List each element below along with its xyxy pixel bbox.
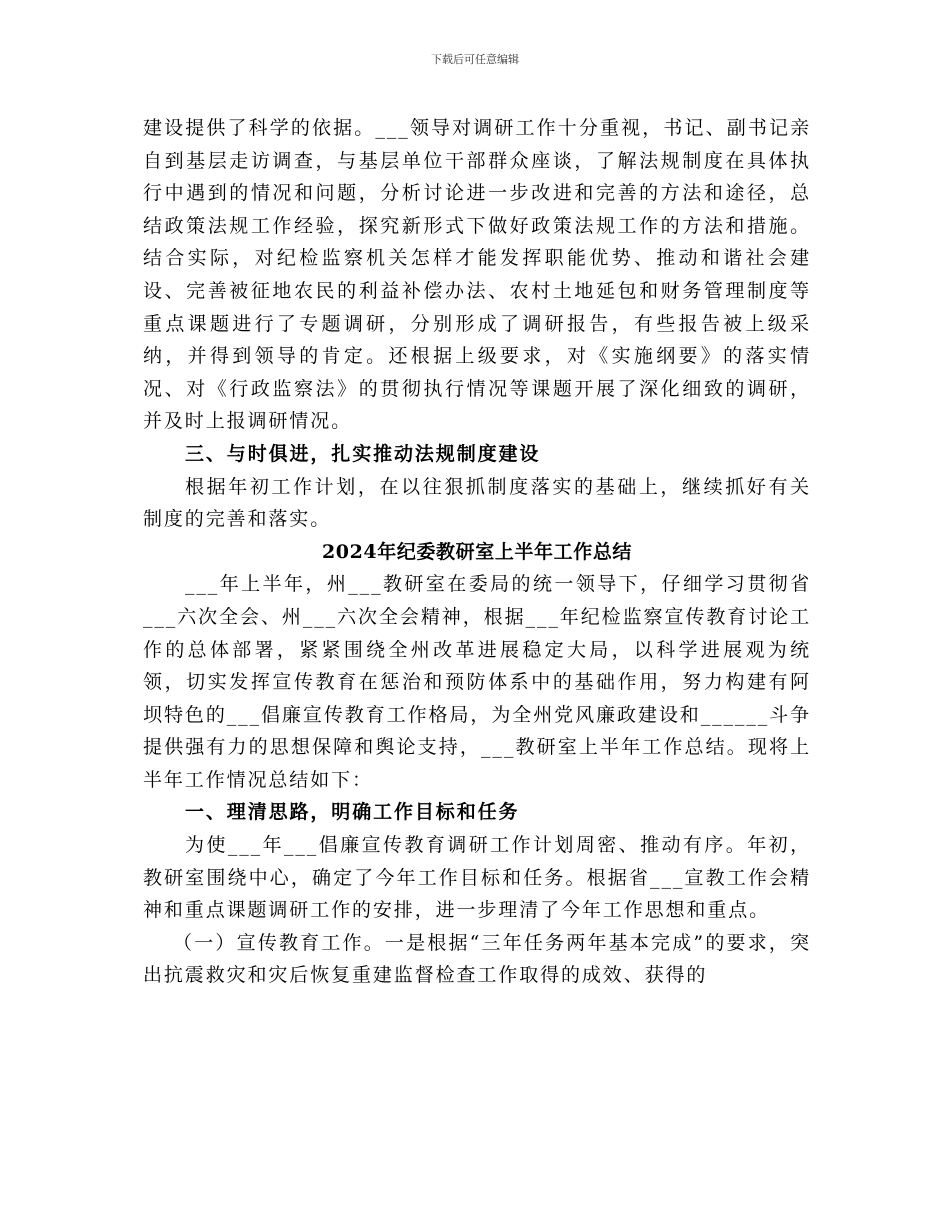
paragraph-annual-plan: 根据年初工作计划，在以往狠抓制度落实的基础上，继续抓好有关制度的完善和落实。 <box>143 475 811 531</box>
page-header-note: 下载后可任意编辑 <box>431 53 519 66</box>
paragraph-goals: 为使___年___倡廉宣传教育调研工作计划周密、推动有序。年初，教研室围绕中心，确定了今年工作目标和任务。根据省___宣教工作会精神和重点课题调研工作的安排，进一步理清了今年工作思想和重点。 <box>143 834 811 922</box>
document-body <box>143 112 811 992</box>
paragraph-research-work: 建设提供了科学的依据。___领导对调研工作十分重视，书记、副书记亲自到基层走访调查，与基层单位干部群众座谈，了解法规制度在具体执行中遇到的情况和问题，分析讨论进一步改进和完善的方法和途径，总结政策法规工作经验，探究新形式下做好政策法规工作的方法和措施。结合实际，对纪检监察机关怎样才能发挥职能优势、推动和谐社会建设、完善被征地农民的利益补偿办法、农村土地延包和财务管理制度等重点课题进行了专题调研，分别形成了调研报告，有些报告被上级采纳，并得到领导的肯定。还根据上级要求，对《实施纲要》的落实情况、对《行政监察法》的贯彻执行情况等课题开展了深化细致的调研，并及时上报调研情况。 <box>143 117 811 433</box>
document-title: 2024年纪委教研室上半年工作总结 <box>321 540 633 563</box>
paragraph-introduction: ___年上半年，州___教研室在委局的统一领导下，仔细学习贯彻省___六次全会、州___六次全会精神，根据___年纪检监察宣传教育讨论工作的总体部署，紧紧围绕全州改革进展稳定大局，以科学进展观为统领，切实发挥宣传教育在惩治和预防体系中的基础作用，努力构建有阿坝特色的___倡廉宣传教育工作格局，为全州党风廉政建设和______斗争提供强有力的思想保障和舆论支持，___教研室上半年工作总结。现将上半年工作情况总结如下： <box>143 573 811 791</box>
section-heading-one: 一、理清思路，明确工作目标和任务 <box>185 801 520 824</box>
paragraph-publicity-work: （一）宣传教育工作。一是根据“三年任务两年基本完成”的要求，突出抗震救灾和灾后恢复重建监督检查工作取得的成效、获得的 <box>143 931 811 987</box>
section-heading-three: 三、与时俱进，扎实推动法规制度建设 <box>185 442 541 465</box>
